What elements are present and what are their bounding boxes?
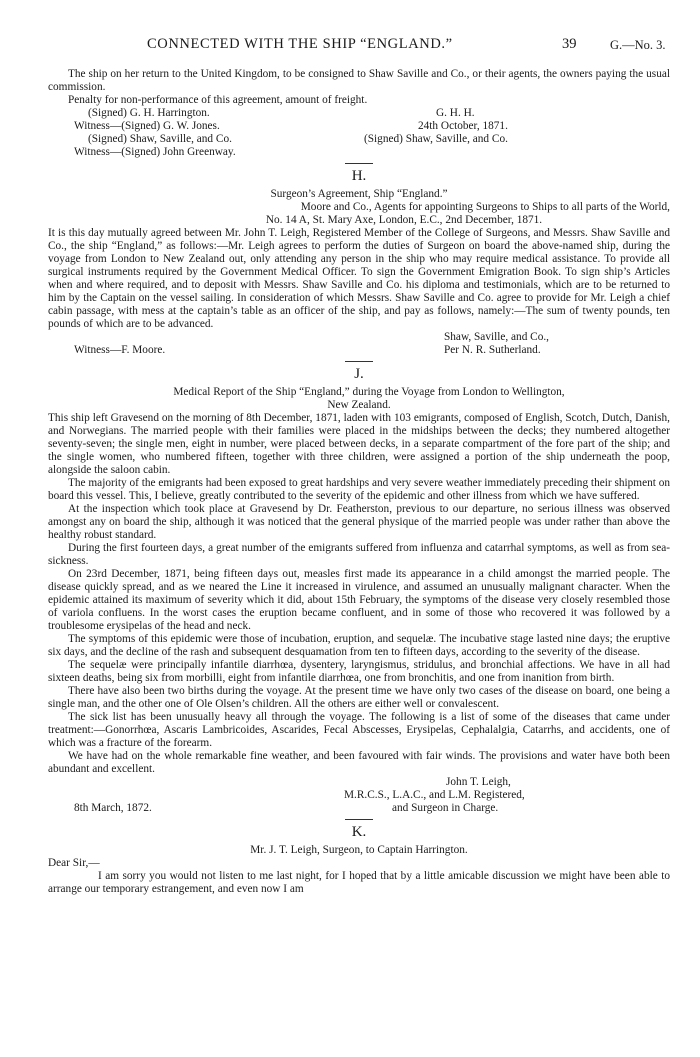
section-divider xyxy=(345,819,373,820)
report-paragraph: The sequelæ were principally infantile diarrhœa, dysentery, laryngismus, stridulus, and bronchial affections. We have in all had sixteen deaths, being six from morbilli, eight from infantile diarrhœa, one from bronchitis, and one from inanition from birth. xyxy=(48,659,670,684)
signature: G. H. H. xyxy=(436,107,475,119)
signature: and Surgeon in Charge. xyxy=(392,802,499,814)
running-header xyxy=(0,38,700,54)
section-title: Mr. J. T. Leigh, Surgeon, to Captain Harrington. xyxy=(250,844,468,856)
section-title: Medical Report of the Ship “England,” during the Voyage from London to Wellington, xyxy=(173,386,565,398)
page-number: 39 xyxy=(562,36,577,52)
page-body xyxy=(48,68,670,896)
report-paragraph: On 23rd December, 1871, being fifteen days out, measles first made its appearance in a child amongst the married people. The disease quickly spread, and as we neared the Line it increased in virulence, and assumed an unusually malignant character. When the epidemic attained its maximum of severity which it did, about 15th February, the symptoms of the disease very closely resembled those of variola confluens. In the worst cases the eruption became confluent, and in some of those who recovered it was followed by a troublesome erysipelas of the head and neck. xyxy=(48,568,670,632)
report-paragraph: The majority of the emigrants had been exposed to great hardships and very severe weather immediately preceding their shipment on board this vessel. This, I believe, greatly contributed to the severity of the epidemic and other illness from which we have suffered. xyxy=(48,477,670,502)
section-title: New Zealand. xyxy=(327,399,391,411)
signature-row xyxy=(48,107,670,120)
signature-row xyxy=(48,146,670,159)
signature-row xyxy=(48,120,670,133)
salutation: Dear Sir,— xyxy=(48,857,100,869)
signature: Per N. R. Sutherland. xyxy=(444,344,541,356)
witness: Witness—(Signed) G. W. Jones. xyxy=(74,120,220,132)
signature-row xyxy=(48,344,670,357)
report-paragraph: This ship left Gravesend on the morning of 8th December, 1871, laden with 103 emigrants, composed of English, Scotch, Dutch, Danish, and Norwegians. The married people with their families were placed in the midships between the decks; they numbered altogether seventy-seven; the single men, eight in number, were placed between decks, in a separate compartment of the fore part of the ship; and the single women, who numbered fifteen, together with three children, were assigned a portion of the ship underneath the poop, alongside the saloon cabin. xyxy=(48,412,670,476)
address-line: Moore and Co., Agents for appointing Surgeons to Ships to all parts of the World, xyxy=(300,201,670,213)
witness: Witness—(Signed) John Greenway. xyxy=(74,146,236,158)
report-paragraph: The symptoms of this epidemic were those of incubation, eruption, and sequelæ. The incubative stage lasted nine days; the eruptive six days, and the decline of the rash and subsequent desquamation from ten to fifteen days, according to the severity of the disease. xyxy=(48,633,670,658)
signature: John T. Leigh, xyxy=(446,776,511,788)
report-paragraph: We have had on the whole remarkable fine weather, and been favoured with fair winds. The provisions and water have both been abundant and excellent. xyxy=(48,750,670,775)
signature: M.R.C.S., L.A.C., and L.M. Registered, xyxy=(344,789,525,801)
report-paragraph: At the inspection which took place at Gravesend by Dr. Featherston, previous to our departure, no serious illness was observed amongst any on board the ship, although it was noticed that the general physique of the married people was under rather than above the healthy robust standard. xyxy=(48,503,670,541)
section-letter: K. xyxy=(351,824,367,840)
address-line: No. 14 A, St. Mary Axe, London, E.C., 2nd December, 1871. xyxy=(265,214,543,226)
section-divider xyxy=(345,361,373,362)
report-paragraph: There have also been two births during the voyage. At the present time we have only two cases of the disease on board, one being a single man, and the other one of Ole Olsen’s children. All the others are either well or convalescent. xyxy=(48,685,670,710)
date: 8th March, 1872. xyxy=(74,802,152,814)
letter-body: I am sorry you would not listen to me last night, for I hoped that by a little amicable discussion we might have been able to arrange our temporary estrangement, and even now I am xyxy=(48,870,670,895)
penalty-clause: Penalty for non-performance of this agreement, amount of freight. xyxy=(68,94,368,106)
header-title: CONNECTED WITH THE SHIP “ENGLAND.” xyxy=(147,36,453,52)
section-letter: J. xyxy=(354,366,364,382)
document-reference: G.—No. 3. xyxy=(610,38,666,52)
signature-row xyxy=(48,802,670,815)
signature-row xyxy=(48,133,670,146)
signature: (Signed) Shaw, Saville, and Co. xyxy=(364,133,508,145)
signature: (Signed) G. H. Harrington. xyxy=(88,107,210,119)
signature: (Signed) Shaw, Saville, and Co. xyxy=(88,133,232,145)
paragraph: The ship on her return to the United Kingdom, to be consigned to Shaw Saville and Co., or their agents, the owners paying the usual commission. xyxy=(48,68,670,93)
section-letter: H. xyxy=(351,168,367,184)
agreement-body: It is this day mutually agreed between Mr. John T. Leigh, Registered Member of the College of Surgeons, and Messrs. Shaw Saville and Co., the ship “England,” as follows:—Mr. Leigh agrees to perform the duties of Surgeon on board the above-named ship, during the voyage from London to New Zealand out, only attending any person in the ship who may require medical assistance. To provide all surgical instruments required by the Government Medical Officer. To sign the Government Emigration Book. To sign ship’s Articles when and where required, and to deposit with Messrs. Shaw Saville and Co. his diploma and testimonials, which are to be returned to him by the Captain on the vessel sailing. In consideration of which Messrs. Shaw Saville and Co. agree to provide for Mr. Leigh a chief cabin passage, with mess at the captain’s table as an officer of the ship, and pay as follows, namely:—The sum of twenty pounds, ten pounds of which are to be advanced. xyxy=(48,227,670,330)
witness: Witness—F. Moore. xyxy=(74,344,166,356)
section-title: Surgeon’s Agreement, Ship “England.” xyxy=(270,188,448,200)
signature-row xyxy=(48,789,670,802)
signature-row xyxy=(48,776,670,789)
section-divider xyxy=(345,163,373,164)
report-paragraph: The sick list has been unusually heavy all through the voyage. The following is a list of some of the diseases that came under treatment:—Gonorrhœa, Ascaris Lambricoides, Ascarides, Fecal Abscesses, Erysipelas, Cephalalgia, Catarrhs, and accidents, one of which was a fracture of the forearm. xyxy=(48,711,670,749)
signature: Shaw, Saville, and Co., xyxy=(444,331,550,343)
signature-row xyxy=(48,331,670,344)
date: 24th October, 1871. xyxy=(418,120,508,132)
report-paragraph: During the first fourteen days, a great number of the emigrants suffered from influenza and catarrhal symptoms, as well as from sea-sickness. xyxy=(48,542,670,567)
